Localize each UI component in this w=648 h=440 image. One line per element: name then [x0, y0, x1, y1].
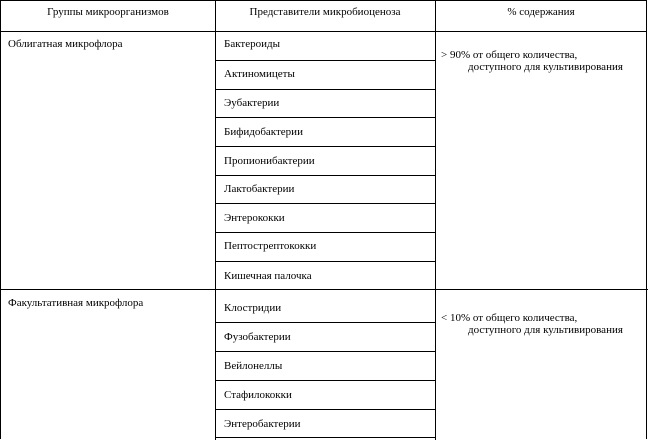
row-divider: [215, 175, 435, 176]
list-item: Энтеробактерии: [224, 418, 301, 430]
percent-text: > 90% от общего количества,: [441, 49, 578, 61]
section-divider: [1, 289, 648, 290]
percent-text: < 10% от общего количества,: [441, 312, 578, 324]
list-item: Пропионибактерии: [224, 155, 315, 167]
group-label-facultative: Факультативная микрофлора: [8, 297, 144, 309]
column-divider: [215, 1, 216, 440]
header-groups: Группы микроорганизмов: [1, 1, 215, 32]
column-divider: [435, 1, 436, 440]
row-divider: [215, 146, 435, 147]
list-item: Бактероиды: [224, 38, 280, 50]
row-divider: [215, 60, 435, 61]
list-item: Стафилококки: [224, 389, 292, 401]
row-divider: [215, 203, 435, 204]
header-representatives: Представители микробиоценоза: [215, 1, 435, 32]
list-item: Актиномицеты: [224, 68, 295, 80]
list-item: Лактобактерии: [224, 183, 295, 195]
row-divider: [215, 322, 435, 323]
list-item: Фузобактерии: [224, 331, 291, 343]
list-item: Кишечная палочка: [224, 270, 312, 282]
row-divider: [215, 380, 435, 381]
list-item: Вейлонеллы: [224, 360, 283, 372]
list-item: Клостридии: [224, 302, 282, 314]
row-divider: [215, 89, 435, 90]
percent-text: доступного для культивирования: [468, 324, 623, 336]
row-divider: [215, 351, 435, 352]
row-divider: [215, 409, 435, 410]
percent-facultative: [441, 312, 623, 336]
list-item: Пептострептококки: [224, 240, 317, 252]
row-divider: [215, 437, 435, 438]
row-divider: [215, 261, 435, 262]
list-item: Эубактерии: [224, 97, 280, 109]
percent-text: доступного для культивирования: [468, 61, 623, 73]
percent-obligate: [441, 49, 623, 73]
list-item: Энтерококки: [224, 212, 285, 224]
row-divider: [215, 232, 435, 233]
group-label-obligate: Облигатная микрофлора: [8, 38, 123, 50]
list-item: Бифидобактерии: [224, 126, 303, 138]
header-percent: % содержания: [435, 1, 647, 32]
row-divider: [215, 117, 435, 118]
